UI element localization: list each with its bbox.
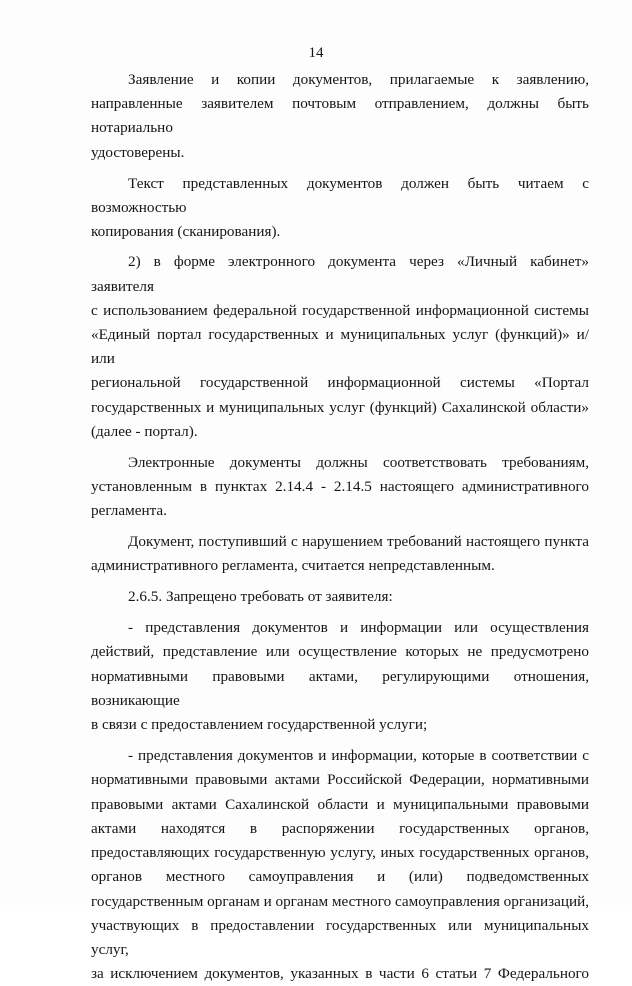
text-line: (далее - портал).	[91, 422, 198, 440]
text-line: органов местного самоуправления и (или) подведомственных	[91, 868, 589, 886]
text-line: предоставляющих государственную услугу, иных государственных органов,	[91, 844, 589, 862]
text-line: Текст представленных документов должен быть читаем с возможностью	[91, 174, 589, 217]
text-line: установленным в пунктах 2.14.4 - 2.14.5 настоящего административного	[91, 478, 589, 496]
page-number: 14	[308, 45, 324, 61]
text-line: нормативными правовыми актами Российской Федерации, нормативными	[91, 771, 589, 789]
text-line: нормативными правовыми актами, регулирующими отношения, возникающие	[91, 667, 589, 709]
text-line: правовыми актами Сахалинской области и муниципальными правовыми	[91, 795, 589, 813]
text-line: Документ, поступивший с нарушением требований настоящего пункта	[128, 532, 589, 550]
text-line: регламента.	[91, 502, 167, 520]
text-line: в связи с предоставлением государственной услуги;	[91, 716, 428, 734]
text-line: действий, представление или осуществление которых не предусмотрено	[91, 643, 589, 661]
text-line: 2.6.5. Запрещено требовать от заявителя:	[128, 588, 393, 606]
text-line: актами находятся в распоряжении государственных органов,	[91, 819, 589, 837]
text-line: с использованием федеральной государственной информационной системы	[91, 301, 589, 319]
text-line: удостоверены.	[91, 143, 185, 161]
text-line: Электронные документы должны соответствовать требованиям,	[128, 454, 589, 472]
text-line: за исключением документов, указанных в части 6 статьи 7 Федерального	[91, 965, 589, 983]
text-line: государственным органам и органам местного самоуправления организаций,	[91, 892, 590, 910]
text-line: - представления документов и информации, которые в соответствии с	[128, 747, 589, 765]
document-body	[91, 68, 589, 986]
text-line: административного регламента, считается непредставленным.	[91, 556, 495, 574]
text-line: «Единый портал государственных и муниципальных услуг (функций)» и/или	[91, 326, 589, 368]
text-line: направленные заявителем почтовым отправлением, должны быть нотариально	[91, 95, 589, 137]
text-line: - представления документов и информации или осуществления	[128, 619, 589, 637]
text-line: 2) в форме электронного документа через «Личный кабинет» заявителя	[91, 253, 589, 295]
text-line: участвующих в предоставлении государственных или муниципальных услуг,	[91, 916, 589, 958]
text-line: государственных и муниципальных услуг (функций) Сахалинской области»	[91, 398, 589, 416]
text-line: региональной государственной информационной системы «Портал	[91, 374, 589, 392]
text-line: копирования (сканирования).	[91, 223, 281, 241]
text-line: Заявление и копии документов, прилагаемые к заявлению,	[128, 71, 589, 88]
